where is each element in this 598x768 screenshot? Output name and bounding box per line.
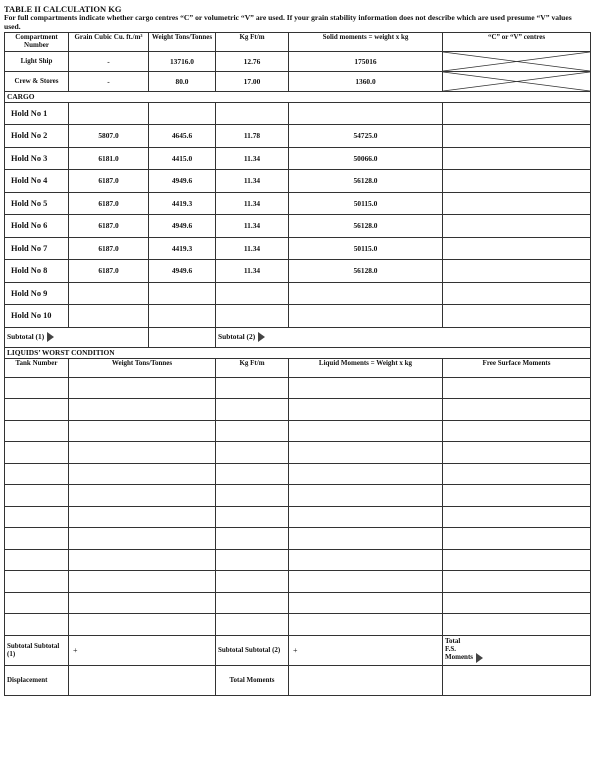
compartment-name: Crew & Stores bbox=[5, 71, 69, 91]
hold-grain-cell[interactable]: 5807.0 bbox=[69, 125, 149, 148]
fixed-row bbox=[5, 51, 591, 71]
liquid-fsm-cell[interactable] bbox=[443, 571, 591, 593]
hold-centres-cell[interactable] bbox=[443, 125, 591, 148]
hold-moment-cell[interactable] bbox=[289, 102, 443, 125]
hold-row bbox=[5, 102, 591, 125]
hold-kg-cell[interactable]: 11.34 bbox=[216, 170, 289, 193]
hold-name: Hold No 8 bbox=[5, 260, 69, 283]
hold-moment-cell[interactable]: 50115.0 bbox=[289, 192, 443, 215]
liquid-weight-cell[interactable] bbox=[69, 399, 216, 421]
liquid-tank-cell[interactable] bbox=[5, 506, 69, 528]
liquid-weight-cell[interactable] bbox=[69, 442, 216, 464]
footer-blank bbox=[443, 665, 591, 695]
grain-cell: - bbox=[69, 51, 149, 71]
hold-kg-cell[interactable]: 11.78 bbox=[216, 125, 289, 148]
hold-kg-cell[interactable] bbox=[216, 305, 289, 328]
liquid-row bbox=[5, 377, 591, 399]
header-liquid-weight: Weight Tons/Tonnes bbox=[69, 358, 216, 377]
hold-moment-cell[interactable]: 50115.0 bbox=[289, 237, 443, 260]
liquid-kg-cell[interactable] bbox=[216, 614, 289, 636]
liquid-kg-cell[interactable] bbox=[216, 377, 289, 399]
liquid-tank-cell[interactable] bbox=[5, 420, 69, 442]
liquid-weight-cell[interactable] bbox=[69, 377, 216, 399]
liquid-kg-cell[interactable] bbox=[216, 592, 289, 614]
hold-centres-cell[interactable] bbox=[443, 282, 591, 305]
liquid-row bbox=[5, 463, 591, 485]
liquid-fsm-cell[interactable] bbox=[443, 506, 591, 528]
liquid-tank-cell[interactable] bbox=[5, 399, 69, 421]
moment-cell: 175016 bbox=[289, 51, 443, 71]
liquid-row bbox=[5, 420, 591, 442]
hold-weight-cell[interactable]: 4415.0 bbox=[149, 147, 216, 170]
liquid-fsm-cell[interactable] bbox=[443, 399, 591, 421]
liquid-moment-cell[interactable] bbox=[289, 506, 443, 528]
kg-cell: 17.00 bbox=[216, 71, 289, 91]
liquid-moment-cell[interactable] bbox=[289, 614, 443, 636]
liquid-moment-cell[interactable] bbox=[289, 592, 443, 614]
hold-grain-cell[interactable]: 6187.0 bbox=[69, 237, 149, 260]
liquid-moment-cell[interactable] bbox=[289, 399, 443, 421]
hold-weight-cell[interactable]: 4949.6 bbox=[149, 170, 216, 193]
hold-kg-cell[interactable]: 11.34 bbox=[216, 237, 289, 260]
hold-name: Hold No 5 bbox=[5, 192, 69, 215]
liquid-kg-cell[interactable] bbox=[216, 463, 289, 485]
liquid-weight-cell[interactable] bbox=[69, 420, 216, 442]
liquid-kg-cell[interactable] bbox=[216, 549, 289, 571]
liquid-row bbox=[5, 485, 591, 507]
liquids-label: LIQUIDS’ WORST CONDITION bbox=[5, 347, 591, 358]
liquid-weight-cell[interactable] bbox=[69, 528, 216, 550]
solid-header-row bbox=[5, 32, 591, 51]
hold-centres-cell[interactable] bbox=[443, 192, 591, 215]
liquid-weight-cell[interactable] bbox=[69, 463, 216, 485]
hold-name: Hold No 3 bbox=[5, 147, 69, 170]
hold-grain-cell[interactable]: 6181.0 bbox=[69, 147, 149, 170]
liquid-row bbox=[5, 614, 591, 636]
hold-name: Hold No 7 bbox=[5, 237, 69, 260]
subtotal2-label: Subtotal (2) bbox=[218, 331, 256, 341]
liquid-fsm-cell[interactable] bbox=[443, 549, 591, 571]
liquid-kg-cell[interactable] bbox=[216, 506, 289, 528]
displacement-value[interactable] bbox=[69, 665, 216, 695]
hold-name: Hold No 6 bbox=[5, 215, 69, 238]
liquid-fsm-cell[interactable] bbox=[443, 485, 591, 507]
hold-centres-cell[interactable] bbox=[443, 170, 591, 193]
header-liquid-moments: Liquid Moments = Weight x kg bbox=[289, 358, 443, 377]
liquid-subtotal-label: Subtotal Subtotal (1) bbox=[5, 635, 69, 665]
liquid-subtotal2-label: Subtotal Subtotal (2) bbox=[216, 635, 289, 665]
cargo-label: CARGO bbox=[5, 91, 591, 102]
moment-cell: 1360.0 bbox=[289, 71, 443, 91]
liquid-moment-cell[interactable] bbox=[289, 377, 443, 399]
liquid-tank-cell[interactable] bbox=[5, 485, 69, 507]
liquid-fsm-cell[interactable] bbox=[443, 420, 591, 442]
weight-cell: 13716.0 bbox=[149, 51, 216, 71]
total-moments-value[interactable] bbox=[289, 665, 443, 695]
header-moments: Solid moments = weight x kg bbox=[289, 32, 443, 51]
hold-grain-cell[interactable]: 6187.0 bbox=[69, 192, 149, 215]
hold-weight-cell[interactable]: 4949.6 bbox=[149, 260, 216, 283]
calculation-sheet bbox=[4, 4, 590, 696]
header-centres: “C” or “V” centres bbox=[443, 32, 591, 51]
liquid-moment-cell[interactable] bbox=[289, 420, 443, 442]
liquid-kg-cell[interactable] bbox=[216, 420, 289, 442]
subtotal1-label: Subtotal (1) bbox=[7, 331, 45, 341]
total-fs-cell bbox=[443, 635, 591, 665]
hold-kg-cell[interactable]: 11.34 bbox=[216, 192, 289, 215]
hold-row bbox=[5, 237, 591, 260]
liquid-tank-cell[interactable] bbox=[5, 377, 69, 399]
hold-centres-cell[interactable] bbox=[443, 305, 591, 328]
liquid-header-row bbox=[5, 358, 591, 377]
liquid-weight-cell[interactable] bbox=[69, 614, 216, 636]
header-liquid-kg: Kg Ft/m bbox=[216, 358, 289, 377]
liquid-moment-cell[interactable] bbox=[289, 463, 443, 485]
hold-grain-cell[interactable]: 6187.0 bbox=[69, 170, 149, 193]
hold-weight-cell[interactable]: 4949.6 bbox=[149, 215, 216, 238]
liquid-row bbox=[5, 506, 591, 528]
liquid-kg-cell[interactable] bbox=[216, 442, 289, 464]
hold-grain-cell[interactable]: 6187.0 bbox=[69, 260, 149, 283]
hold-row bbox=[5, 147, 591, 170]
hold-kg-cell[interactable]: 11.34 bbox=[216, 260, 289, 283]
arrow-right-icon bbox=[258, 332, 265, 342]
liquid-weight-cell[interactable] bbox=[69, 506, 216, 528]
displacement-label: Displacement bbox=[5, 665, 69, 695]
hold-grain-cell[interactable] bbox=[69, 102, 149, 125]
liquid-kg-cell[interactable] bbox=[216, 571, 289, 593]
liquid-row bbox=[5, 571, 591, 593]
liquid-fsm-cell[interactable] bbox=[443, 592, 591, 614]
hold-centres-cell[interactable] bbox=[443, 237, 591, 260]
subtotal1-weight[interactable] bbox=[149, 327, 216, 347]
liquid-fsm-cell[interactable] bbox=[443, 377, 591, 399]
hold-weight-cell[interactable] bbox=[149, 282, 216, 305]
liquid-moment-cell[interactable] bbox=[289, 485, 443, 507]
liquid-tank-cell[interactable] bbox=[5, 549, 69, 571]
liquid-tank-cell[interactable] bbox=[5, 614, 69, 636]
hold-moment-cell[interactable]: 54725.0 bbox=[289, 125, 443, 148]
liquid-weight-cell[interactable] bbox=[69, 592, 216, 614]
hold-row bbox=[5, 260, 591, 283]
liquid-tank-cell[interactable] bbox=[5, 463, 69, 485]
liquid-subtotal1-value[interactable]: + bbox=[69, 635, 216, 665]
liquid-moment-cell[interactable] bbox=[289, 442, 443, 464]
liquid-kg-cell[interactable] bbox=[216, 485, 289, 507]
liquid-row bbox=[5, 528, 591, 550]
liquids-table bbox=[4, 358, 591, 696]
hold-kg-cell[interactable]: 11.34 bbox=[216, 147, 289, 170]
hold-centres-cell[interactable] bbox=[443, 260, 591, 283]
liquid-fsm-cell[interactable] bbox=[443, 463, 591, 485]
header-kg: Kg Ft/m bbox=[216, 32, 289, 51]
hold-moment-cell[interactable] bbox=[289, 305, 443, 328]
hold-row bbox=[5, 125, 591, 148]
table-title: TABLE II CALCULATION KG bbox=[4, 4, 122, 14]
liquid-fsm-cell[interactable] bbox=[443, 528, 591, 550]
liquid-fsm-cell[interactable] bbox=[443, 614, 591, 636]
header-fsm: Free Surface Moments bbox=[443, 358, 591, 377]
hold-weight-cell[interactable] bbox=[149, 102, 216, 125]
liquid-subtotal-row bbox=[5, 635, 591, 665]
liquid-row bbox=[5, 592, 591, 614]
header-compartment: Compartment Number bbox=[5, 32, 69, 51]
liquid-subtotal2-value[interactable]: + bbox=[289, 635, 443, 665]
hold-moment-cell[interactable]: 56128.0 bbox=[289, 170, 443, 193]
hold-row bbox=[5, 170, 591, 193]
header-weight: Weight Tons/Tonnes bbox=[149, 32, 216, 51]
liquid-moment-cell[interactable] bbox=[289, 571, 443, 593]
liquid-tank-cell[interactable] bbox=[5, 442, 69, 464]
hold-centres-cell[interactable] bbox=[443, 102, 591, 125]
hold-name: Hold No 4 bbox=[5, 170, 69, 193]
liquid-fsm-cell[interactable] bbox=[443, 442, 591, 464]
liquid-tank-cell[interactable] bbox=[5, 528, 69, 550]
hold-grain-cell[interactable] bbox=[69, 282, 149, 305]
hold-moment-cell[interactable] bbox=[289, 282, 443, 305]
fixed-row bbox=[5, 71, 591, 91]
hold-moment-cell[interactable]: 56128.0 bbox=[289, 260, 443, 283]
hold-weight-cell[interactable]: 4419.3 bbox=[149, 192, 216, 215]
liquid-row bbox=[5, 442, 591, 464]
hold-weight-cell[interactable]: 4645.6 bbox=[149, 125, 216, 148]
liquid-weight-cell[interactable] bbox=[69, 549, 216, 571]
liquid-weight-cell[interactable] bbox=[69, 571, 216, 593]
hold-kg-cell[interactable]: 11.34 bbox=[216, 215, 289, 238]
hold-kg-cell[interactable] bbox=[216, 102, 289, 125]
header-grain: Grain Cubic Cu. ft./m³ bbox=[69, 32, 149, 51]
liquid-kg-cell[interactable] bbox=[216, 528, 289, 550]
hold-weight-cell[interactable]: 4419.3 bbox=[149, 237, 216, 260]
instructions-text: For full compartments indicate whether cargo centres “C” or volumetric “V” are used. If your grain stability information does not describe which are used presume “V” values used. bbox=[4, 13, 572, 31]
compartment-name: Light Ship bbox=[5, 51, 69, 71]
hold-moment-cell[interactable]: 56128.0 bbox=[289, 215, 443, 238]
liquid-row bbox=[5, 399, 591, 421]
liquid-moment-cell[interactable] bbox=[289, 528, 443, 550]
liquid-row bbox=[5, 549, 591, 571]
hold-grain-cell[interactable] bbox=[69, 305, 149, 328]
liquid-tank-cell[interactable] bbox=[5, 592, 69, 614]
hold-kg-cell[interactable] bbox=[216, 282, 289, 305]
arrow-right-icon bbox=[476, 653, 483, 663]
subtotal-row bbox=[5, 327, 591, 347]
hold-row bbox=[5, 282, 591, 305]
total-moments-label: Total Moments bbox=[216, 665, 289, 695]
hold-row bbox=[5, 192, 591, 215]
weight-cell: 80.0 bbox=[149, 71, 216, 91]
displacement-row bbox=[5, 665, 591, 695]
total-fs-label: Total F.S. Moments bbox=[445, 637, 473, 662]
hold-row bbox=[5, 305, 591, 328]
grain-cell: - bbox=[69, 71, 149, 91]
liquid-moment-cell[interactable] bbox=[289, 549, 443, 571]
liquids-section-row bbox=[5, 347, 591, 358]
hold-name: Hold No 10 bbox=[5, 305, 69, 328]
liquid-weight-cell[interactable] bbox=[69, 485, 216, 507]
hold-centres-cell[interactable] bbox=[443, 215, 591, 238]
liquid-tank-cell[interactable] bbox=[5, 571, 69, 593]
liquid-kg-cell[interactable] bbox=[216, 399, 289, 421]
hold-name: Hold No 2 bbox=[5, 125, 69, 148]
solid-table bbox=[4, 32, 591, 359]
subtotal1-cell bbox=[5, 327, 149, 347]
hold-name: Hold No 1 bbox=[5, 102, 69, 125]
hold-name: Hold No 9 bbox=[5, 282, 69, 305]
arrow-right-icon bbox=[47, 332, 54, 342]
hold-moment-cell[interactable]: 50066.0 bbox=[289, 147, 443, 170]
hold-row bbox=[5, 215, 591, 238]
hold-grain-cell[interactable]: 6187.0 bbox=[69, 215, 149, 238]
cargo-section-row bbox=[5, 91, 591, 102]
header-tank: Tank Number bbox=[5, 358, 69, 377]
crossed-out-cell bbox=[443, 71, 591, 91]
hold-centres-cell[interactable] bbox=[443, 147, 591, 170]
subtotal2-cell bbox=[216, 327, 591, 347]
hold-weight-cell[interactable] bbox=[149, 305, 216, 328]
crossed-out-cell bbox=[443, 51, 591, 71]
kg-cell: 12.76 bbox=[216, 51, 289, 71]
